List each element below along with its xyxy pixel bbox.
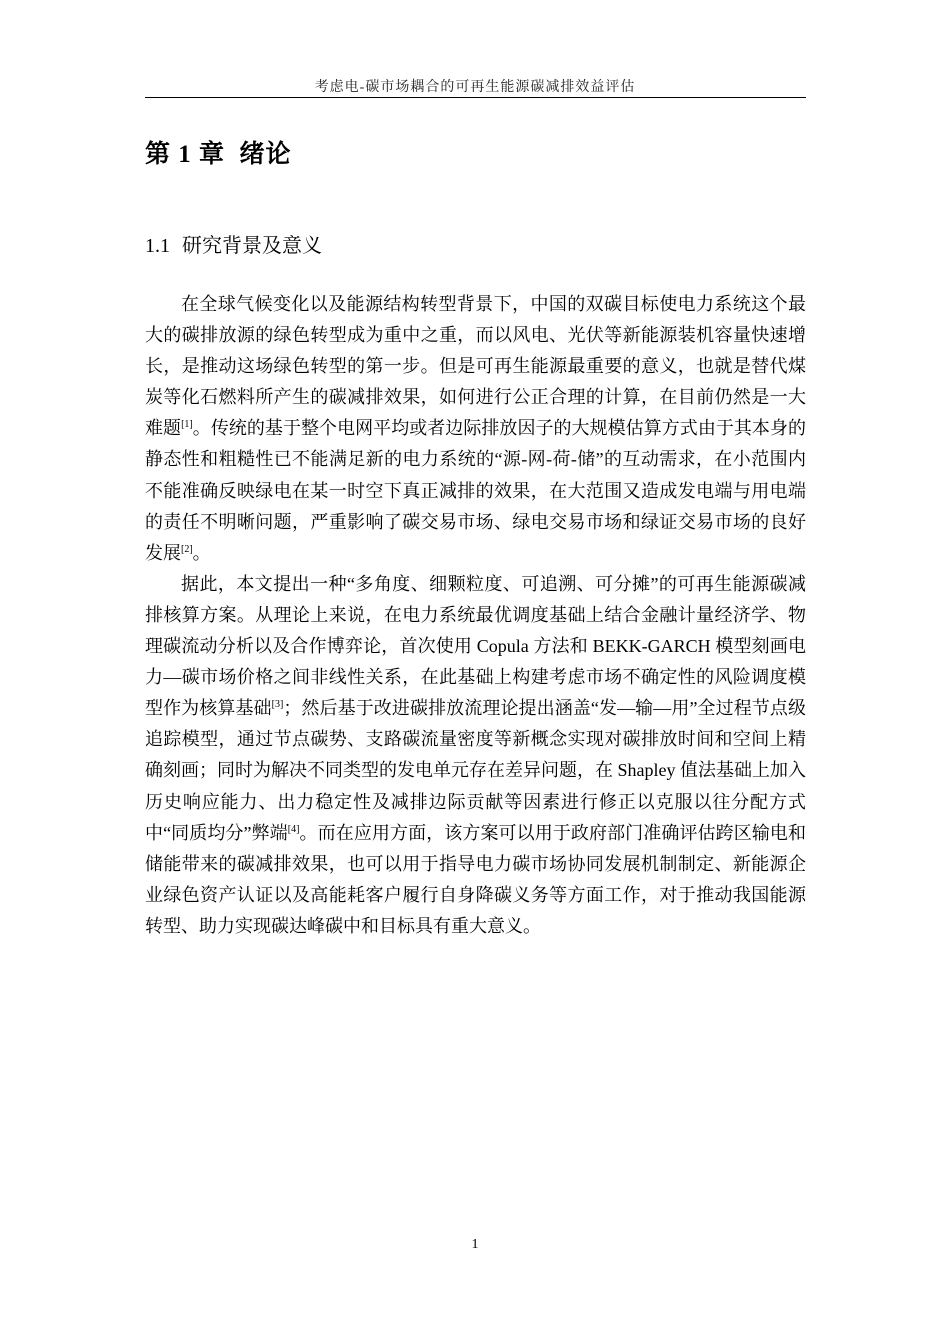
citation-4: [4] [287,823,300,835]
paragraph-2 [145,569,806,942]
paragraph-text: 。而在应用方面，该方案可以用于政府部门准确评估跨区输电和储能带来的碳减排效果，也可以用于指导电力碳市场协同发展机制制定、新能源企业绿色资产认证以及高能耗客户履行自身降碳义务等方面工作，对于推动我国能源转型、助力实现碳达峰碳中和目标具有重大意义。 [145,822,806,936]
body-text [145,289,806,942]
citation-1: [1] [181,419,193,431]
paragraph-text: ；然后基于改进碳排放流理论提出涵盖“发—输—用”全过程节点级追踪模型，通过节点碳势、支路碳流量密度等新概念实现对碳排放时间和空间上精确刻画；同时为解决不同类型的发电单元存在差异问题，在 Shapley 值法基础上加入历史响应能力、出力稳定性及减排边际贡献等因素进行修正以克服以往分配方式中“同质均分”弊端 [145,698,806,843]
paragraph-1 [145,289,806,569]
citation-2: [2] [181,543,193,555]
paragraph-text: 。传统的基于整个电网平均或者边际排放因子的大规模估算方式由于其本身的静态性和粗糙性已不能满足新的电力系统的“源-网-荷-储”的互动需求，在小范围内不能准确反映绿电在某一时空下真正减排的效果，在大范围又造成发电端与用电端的责任不明晰问题，严重影响了碳交易市场、绿电交易市场和绿证交易市场的良好发展 [145,418,807,563]
citation-3: [3] [271,699,284,711]
paragraph-text: 据此，本文提出一种“多角度、细颗粒度、可追溯、可分摊”的可再生能源碳减排核算方案。从理论上来说，在电力系统最优调度基础上结合金融计量经济学、物理碳流动分析以及合作博弈论，首次使用 Copula 方法和 BEKK-GARCH 模型刻画电力—碳市场价格之间非线性关系，在此基础上构建考虑市场不确定性的风险调度模型作为核算基础 [145,573,806,719]
section-title [145,229,322,258]
chapter-title: 第 1 章 绪论 [145,141,292,168]
paragraph-text: 。 [192,542,211,563]
running-header: 考虑电-碳市场耦合的可再生能源碳减排效益评估 [314,80,636,95]
section-number: 1.1 [145,235,170,257]
section-heading-text: 研究背景及意义 [182,235,322,257]
paragraph-text: 在全球气候变化以及能源结构转型背景下，中国的双碳目标使电力系统这个最大的碳排放源的绿色转型成为重中之重，而以风电、光伏等新能源装机容量快速增长，是推动这场绿色转型的第一步。但是可再生能源最重要的意义，也就是替代煤炭等化石燃料所产生的碳减排效果，如何进行公正合理的计算，在目前仍然是一大难题 [145,294,806,439]
page-number: 1 [471,1237,479,1252]
header-rule [145,97,806,98]
